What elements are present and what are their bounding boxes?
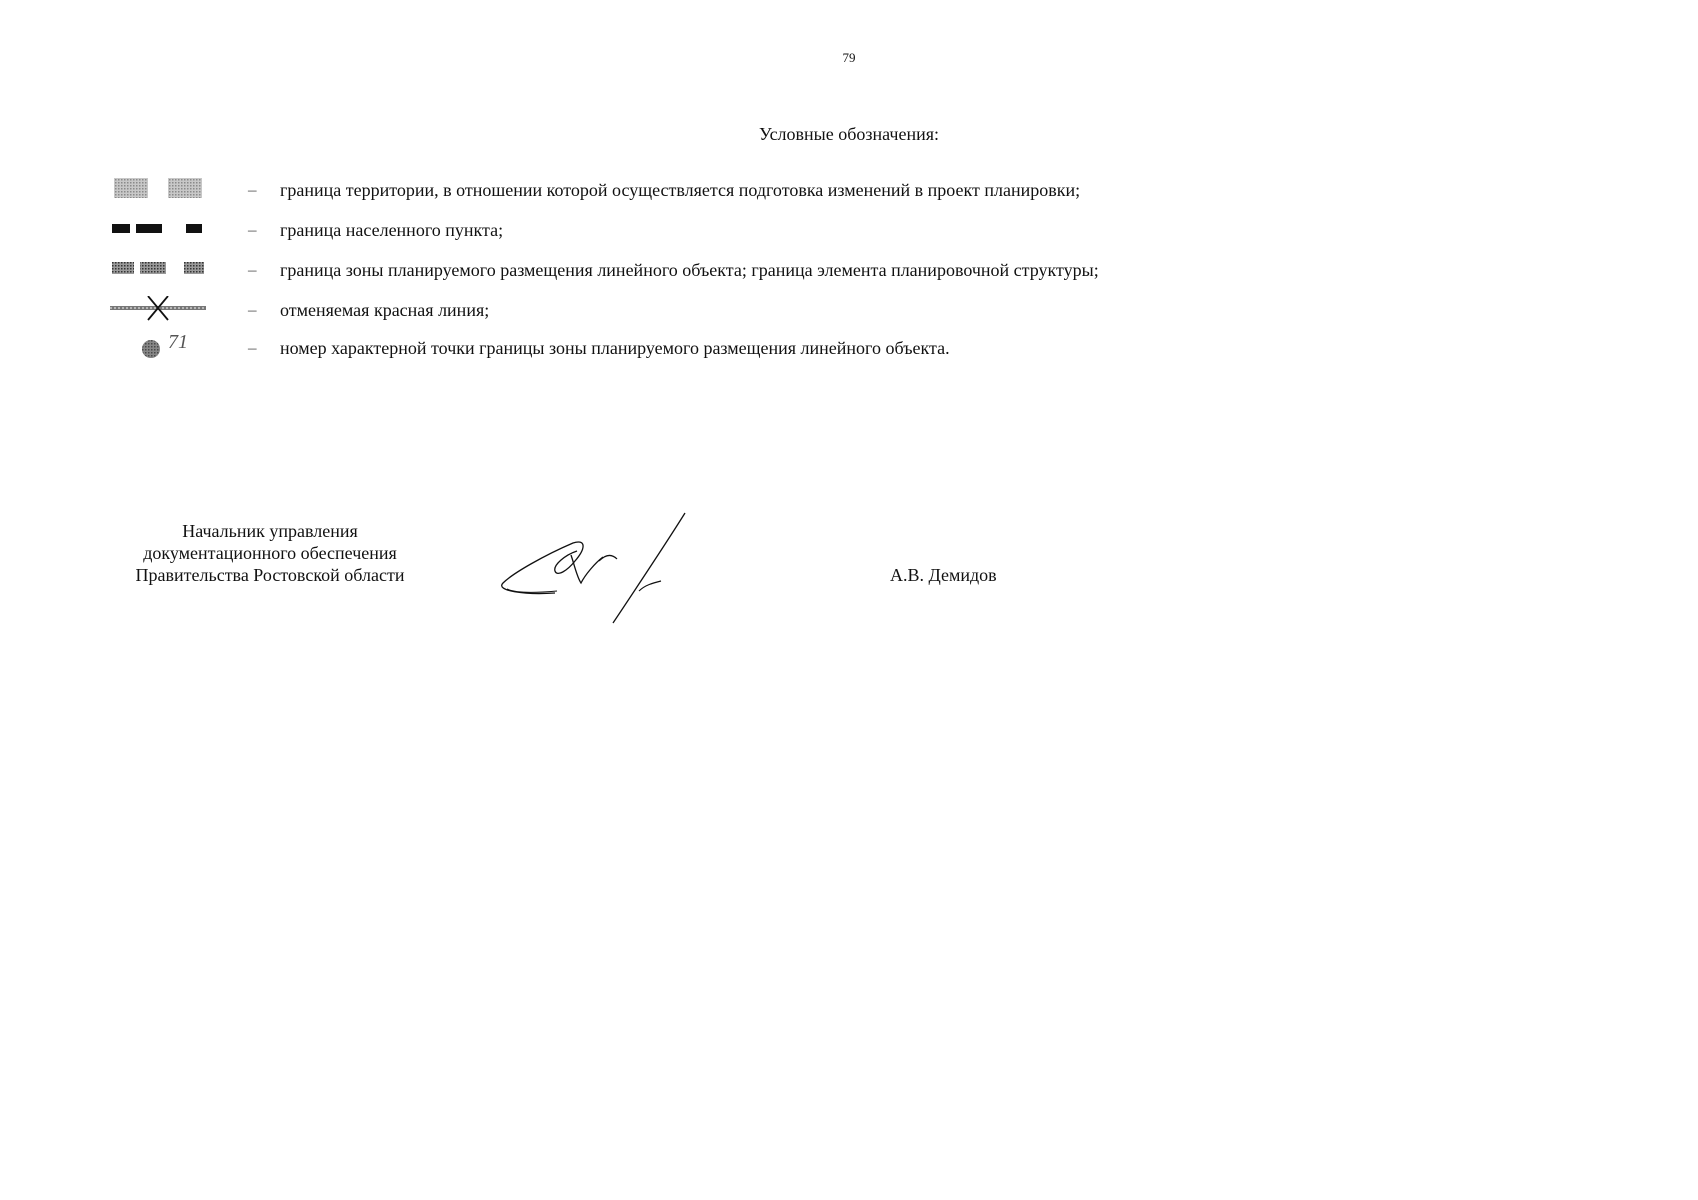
signer-position-line: документационного обеспечения (143, 543, 397, 563)
handwritten-signature (495, 505, 705, 625)
signer-position-line: Правительства Ростовской области (135, 565, 405, 585)
signer-name: А.В. Демидов (890, 565, 997, 585)
legend-title: Условные обозначения: (758, 124, 940, 144)
legend-dash: – (248, 338, 257, 357)
legend-dash: – (248, 180, 257, 199)
signer-position (100, 520, 440, 586)
legend-item-settlement-boundary (100, 216, 1660, 246)
point-number-label: 71 (168, 334, 188, 353)
legend-item-text: граница зоны планируемого размещения линейного объекта; граница элемента планировочной структуры; (280, 260, 1099, 280)
legend-dash: – (248, 220, 257, 239)
legend-item-text: граница территории, в отношении которой осуществляется подготовка изменений в проект планировки; (280, 180, 1081, 200)
numbered-point-icon (100, 334, 210, 364)
hatched-gray-dashes-icon (100, 176, 210, 206)
black-dashes-icon (100, 216, 210, 246)
signer-position-line: Начальник управления (182, 521, 358, 541)
dark-hatched-dashes-icon (100, 256, 210, 286)
legend-item-characteristic-point (100, 334, 1660, 364)
legend-item-text: номер характерной точки границы зоны планируемого размещения линейного объекта. (280, 338, 950, 358)
legend-item-text: отменяемая красная линия; (280, 300, 490, 320)
crossed-line-icon (100, 296, 210, 326)
legend-item-text: граница населенного пункта; (280, 220, 504, 240)
page-number: 79 (842, 50, 856, 65)
legend-dash: – (248, 260, 257, 279)
legend-item-territory-boundary (100, 176, 1660, 206)
legend-dash: – (248, 300, 257, 319)
legend-item-linear-object-zone (100, 256, 1660, 286)
legend-item-cancelled-red-line (100, 296, 1660, 326)
